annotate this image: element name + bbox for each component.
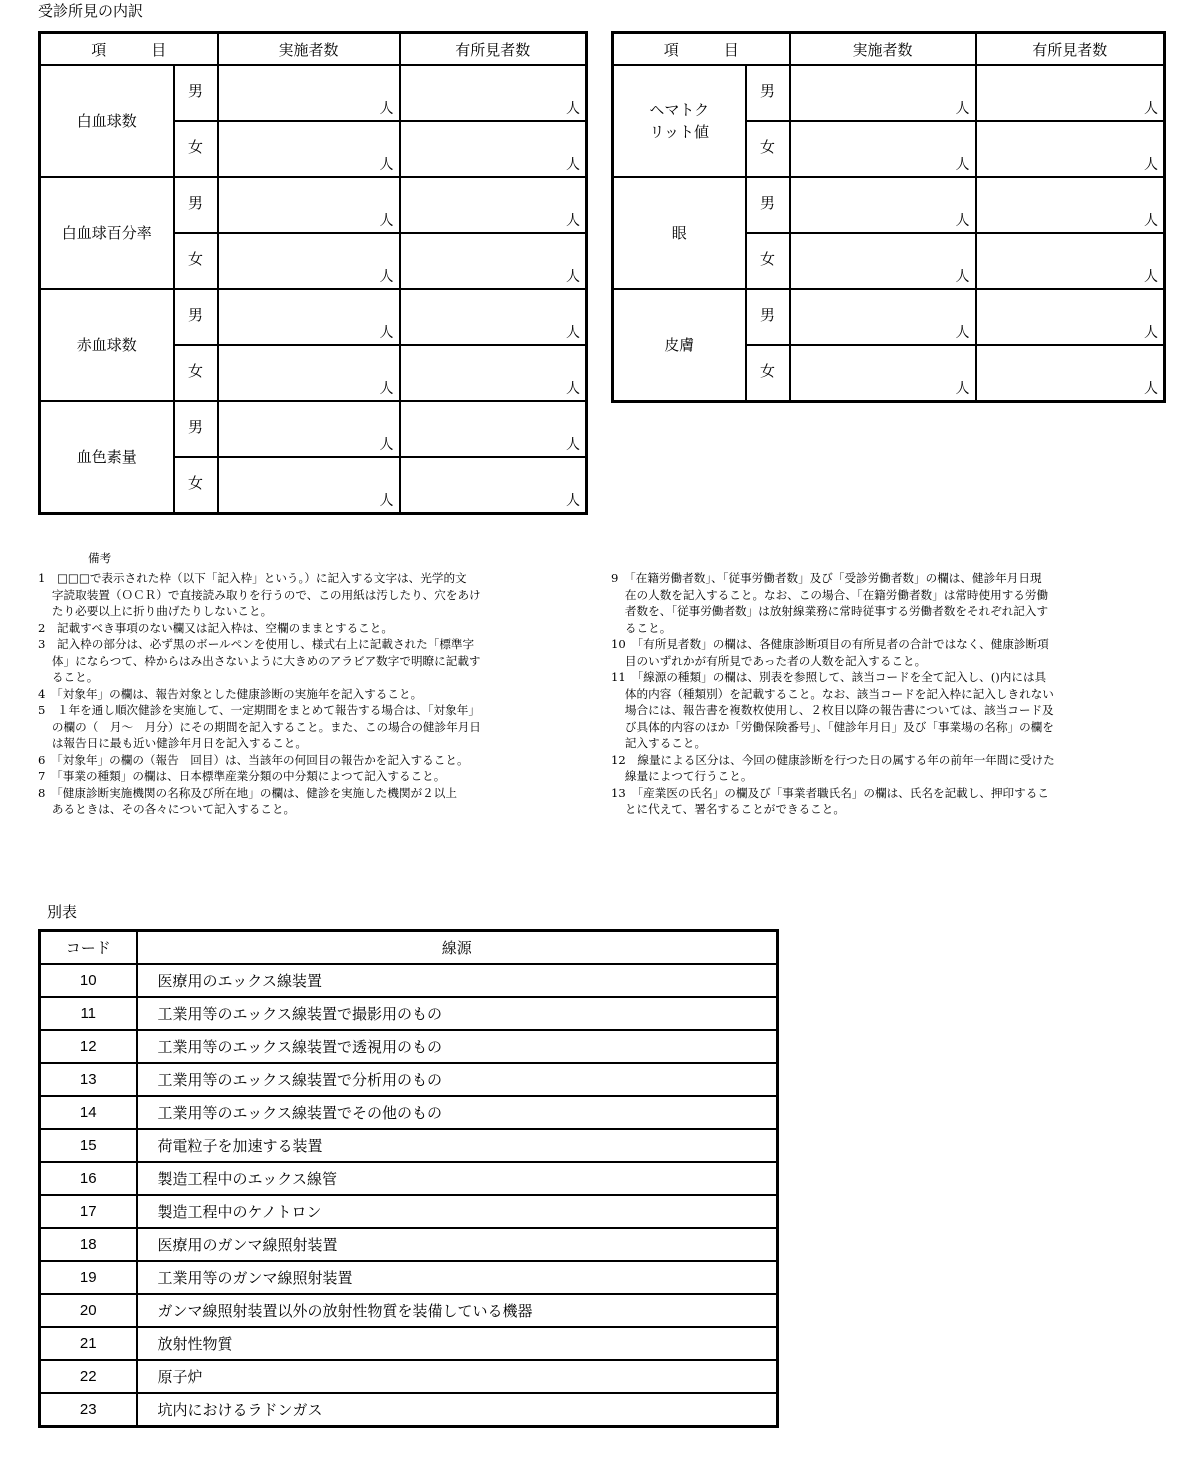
note-line: 9 「在籍労働者数」、「従事労働者数」及び「受診労働者数」の欄は、健診年月日現 xyxy=(611,571,1042,585)
sex-label-female: 女 xyxy=(174,457,218,514)
header-item: 項 目 xyxy=(40,33,218,66)
appendix-source: 工業用等のエックス線装置で撮影用のもの xyxy=(137,997,778,1030)
sex-label-male: 男 xyxy=(746,289,790,345)
table-row xyxy=(613,289,1165,345)
unit-label: 人 xyxy=(955,325,970,341)
note-line: 体的内容（種類別）を記載すること。なお、該当コードを記入枠に記入しきれない xyxy=(624,686,1054,701)
note-line: 者数を、「従事労働者数」は放射線業務に常時従事する労働者数をそれぞれ記入す xyxy=(624,604,1049,618)
implemented-cell xyxy=(218,289,400,345)
note-line: び具体的内容のほか「労働保険番号」、「健診年月日」及び「事業場の名称」の欄を xyxy=(624,719,1054,734)
appendix-source: 工業用等のエックス線装置でその他のもの xyxy=(137,1096,778,1129)
unit-label: 人 xyxy=(379,101,394,117)
header-implemented: 実施者数 xyxy=(218,33,400,66)
unit-label: 人 xyxy=(1144,101,1159,117)
findings-cell xyxy=(400,233,587,289)
note-line: ること。 xyxy=(51,670,99,684)
note-line: たり必要以上に折り曲げたりしないこと。 xyxy=(51,604,273,618)
table-row xyxy=(40,401,587,457)
implemented-cell xyxy=(790,345,976,402)
unit-label: 人 xyxy=(566,493,581,509)
appendix-code: 15 xyxy=(40,1129,137,1162)
header-implemented: 実施者数 xyxy=(790,33,976,66)
appendix-code: 10 xyxy=(40,964,137,997)
unit-label: 人 xyxy=(1144,157,1159,173)
unit-label: 人 xyxy=(379,269,394,285)
implemented-cell xyxy=(218,233,400,289)
appendix-code: 11 xyxy=(40,997,137,1030)
table-row xyxy=(40,177,587,233)
findings-cell xyxy=(976,65,1165,121)
unit-label: 人 xyxy=(1144,269,1159,285)
appendix-source: 医療用のガンマ線照射装置 xyxy=(137,1228,778,1261)
unit-label: 人 xyxy=(955,101,970,117)
findings-cell xyxy=(976,289,1165,345)
unit-label: 人 xyxy=(379,213,394,229)
appendix-row xyxy=(40,1261,778,1294)
table-header-row xyxy=(40,33,587,66)
appendix-source: 製造工程中のケノトロン xyxy=(137,1195,778,1228)
findings-cell xyxy=(400,401,587,457)
implemented-cell xyxy=(218,121,400,177)
appendix-table xyxy=(38,929,779,1428)
findings-cell xyxy=(400,289,587,345)
implemented-cell xyxy=(218,177,400,233)
appendix-source: 医療用のエックス線装置 xyxy=(137,964,778,997)
note-line: 12 線量による区分は、今回の健康診断を行つた日の属する年の前年一年間に受けた xyxy=(611,752,1055,767)
section-title: 受診所見の内訳 xyxy=(38,2,144,20)
item-label xyxy=(613,65,746,177)
item-label: 赤血球数 xyxy=(40,289,174,401)
notes-left xyxy=(38,570,588,818)
appendix-header-row xyxy=(40,931,778,965)
findings-cell xyxy=(976,177,1165,233)
appendix-code: 19 xyxy=(40,1261,137,1294)
sex-label-female: 女 xyxy=(746,121,790,177)
item-label-line: 眼 xyxy=(671,224,687,242)
implemented-cell xyxy=(218,457,400,514)
implemented-cell xyxy=(790,233,976,289)
findings-cell xyxy=(976,233,1165,289)
item-label: 血色素量 xyxy=(40,401,174,514)
item-label-line: 皮膚 xyxy=(664,336,695,354)
appendix-row xyxy=(40,1195,778,1228)
unit-label: 人 xyxy=(1144,325,1159,341)
appendix-source: 荷電粒子を加速する装置 xyxy=(137,1129,778,1162)
note-line: 10 「有所見者数」の欄は、各健康診断項目の有所見者の合計ではなく、健康診断項 xyxy=(611,637,1049,651)
note-line: 13 「産業医の氏名」の欄及び「事業者職氏名」の欄は、氏名を記載し、押印するこ xyxy=(611,785,1049,800)
note-line: 4 「対象年」の欄は、報告対象とした健康診断の実施年を記入すること。 xyxy=(38,686,423,701)
appendix-row xyxy=(40,964,778,997)
findings-cell xyxy=(400,457,587,514)
appendix-source: 工業用等のガンマ線照射装置 xyxy=(137,1261,778,1294)
appendix-code: 14 xyxy=(40,1096,137,1129)
appendix-row xyxy=(40,1030,778,1063)
note-line: 5 １年を通し順次健診を実施して、一定期間をまとめて報告する場合は、「対象年」 xyxy=(38,703,480,717)
appendix-source: 原子炉 xyxy=(137,1360,778,1393)
appendix-code: 13 xyxy=(40,1063,137,1096)
appendix-code: 12 xyxy=(40,1030,137,1063)
implemented-cell xyxy=(790,289,976,345)
sex-label-female: 女 xyxy=(746,233,790,289)
remarks-heading: 備考 xyxy=(88,551,112,565)
sex-label-male: 男 xyxy=(746,177,790,233)
note-line: 2 記載すべき事項のない欄又は記入枠は、空欄のままとすること。 xyxy=(38,620,393,635)
implemented-cell xyxy=(218,401,400,457)
findings-cell xyxy=(976,121,1165,177)
implemented-cell xyxy=(790,177,976,233)
unit-label: 人 xyxy=(566,157,581,173)
item-label-line: リット値 xyxy=(649,123,709,141)
note-line: 11 「線源の種類」の欄は、別表を参照して、該当コードを全て記入し、()内には具 xyxy=(611,670,1047,684)
appendix-row xyxy=(40,1162,778,1195)
appendix-row xyxy=(40,1360,778,1393)
note-line: 場合には、報告書を複数枚使用し、２枚目以降の報告書については、該当コード及 xyxy=(624,703,1054,717)
item-label xyxy=(613,177,746,289)
sex-label-female: 女 xyxy=(174,233,218,289)
appendix-code: 23 xyxy=(40,1393,137,1427)
appendix-code: 18 xyxy=(40,1228,137,1261)
note-line: 目のいずれかが有所見であった者の人数を記入すること。 xyxy=(624,653,927,668)
unit-label: 人 xyxy=(379,157,394,173)
unit-label: 人 xyxy=(566,213,581,229)
note-line: 7 「事業の種類」の欄は、日本標準産業分類の中分類によつて記入すること。 xyxy=(38,769,446,783)
sex-label-male: 男 xyxy=(746,65,790,121)
sex-label-male: 男 xyxy=(174,65,218,121)
appendix-code: 17 xyxy=(40,1195,137,1228)
unit-label: 人 xyxy=(955,213,970,229)
implemented-cell xyxy=(790,121,976,177)
item-label xyxy=(613,289,746,402)
implemented-cell xyxy=(218,65,400,121)
appendix-source: 放射性物質 xyxy=(137,1327,778,1360)
appendix-code: 22 xyxy=(40,1360,137,1393)
table-row xyxy=(613,177,1165,233)
sex-label-female: 女 xyxy=(746,345,790,402)
unit-label: 人 xyxy=(566,381,581,397)
table-row xyxy=(40,289,587,345)
unit-label: 人 xyxy=(955,381,970,397)
note-line: は報告日に最も近い健診年月日を記入すること。 xyxy=(51,736,307,750)
appendix-row xyxy=(40,1294,778,1327)
appendix-source: 製造工程中のエックス線管 xyxy=(137,1162,778,1195)
item-label: 白血球数 xyxy=(40,65,174,177)
sex-label-male: 男 xyxy=(174,177,218,233)
appendix-header-code: コード xyxy=(40,931,137,965)
findings-table-right xyxy=(611,31,1166,403)
unit-label: 人 xyxy=(1144,381,1159,397)
findings-cell xyxy=(400,65,587,121)
unit-label: 人 xyxy=(955,157,970,173)
table-row xyxy=(613,65,1165,121)
appendix-row xyxy=(40,997,778,1030)
note-line: 字読取装置（ＯＣＲ）で直接読み取りを行うので、この用紙は汚したり、穴をあけ xyxy=(51,587,481,602)
unit-label: 人 xyxy=(379,437,394,453)
appendix-code: 21 xyxy=(40,1327,137,1360)
findings-cell xyxy=(976,345,1165,402)
appendix-row xyxy=(40,1096,778,1129)
item-label: 白血球百分率 xyxy=(40,177,174,289)
unit-label: 人 xyxy=(566,269,581,285)
note-line: ること。 xyxy=(624,620,672,635)
implemented-cell xyxy=(790,65,976,121)
unit-label: 人 xyxy=(379,381,394,397)
unit-label: 人 xyxy=(955,269,970,285)
appendix-row xyxy=(40,1327,778,1360)
appendix-source: 工業用等のエックス線装置で分析用のもの xyxy=(137,1063,778,1096)
header-findings: 有所見者数 xyxy=(400,33,587,66)
appendix-row xyxy=(40,1393,778,1427)
appendix-source: ガンマ線照射装置以外の放射性物質を装備している機器 xyxy=(137,1294,778,1327)
appendix-row xyxy=(40,1129,778,1162)
findings-cell xyxy=(400,345,587,401)
findings-cell xyxy=(400,121,587,177)
note-line: 体」にならつて、枠からはみ出さないように大きめのアラビア数字で明瞭に記載す xyxy=(51,653,481,668)
appendix-source: 工業用等のエックス線装置で透視用のもの xyxy=(137,1030,778,1063)
note-line: 6 「対象年」の欄の（報告 回目）は、当該年の何回目の報告かを記入すること。 xyxy=(38,752,469,767)
sex-label-female: 女 xyxy=(174,345,218,401)
sex-label-female: 女 xyxy=(174,121,218,177)
appendix-code: 16 xyxy=(40,1162,137,1195)
header-item: 項 目 xyxy=(613,33,790,66)
table-header-row xyxy=(613,33,1165,66)
unit-label: 人 xyxy=(379,325,394,341)
note-line: 3 記入枠の部分は、必ず黒のボールペンを使用し、様式右上に記載された「標準字 xyxy=(38,637,475,651)
note-line: 記入すること。 xyxy=(624,736,707,750)
appendix-code: 20 xyxy=(40,1294,137,1327)
note-line: 在の人数を記入すること。なお、この場合、「在籍労働者数」は常時使用する労働 xyxy=(624,587,1049,602)
note-line: 1 □□□で表示された枠（以下「記入枠」という。）に記入する文字は、光学的文 xyxy=(38,571,467,585)
unit-label: 人 xyxy=(566,437,581,453)
note-line: あるときは、その各々について記入すること。 xyxy=(51,802,296,816)
findings-table-left xyxy=(38,31,588,515)
appendix-header-source: 線源 xyxy=(137,931,778,965)
unit-label: 人 xyxy=(379,493,394,509)
appendix-title: 別表 xyxy=(47,903,78,921)
findings-cell xyxy=(400,177,587,233)
unit-label: 人 xyxy=(566,325,581,341)
appendix-source: 坑内におけるラドンガス xyxy=(137,1393,778,1427)
header-findings: 有所見者数 xyxy=(976,33,1165,66)
unit-label: 人 xyxy=(566,101,581,117)
unit-label: 人 xyxy=(1144,213,1159,229)
note-line: 線量によつて行うこと。 xyxy=(624,769,753,783)
item-label-line: ヘマトク xyxy=(649,101,710,119)
implemented-cell xyxy=(218,345,400,401)
note-line: とに代えて、署名することができること。 xyxy=(624,802,845,816)
appendix-row xyxy=(40,1228,778,1261)
sex-label-male: 男 xyxy=(174,401,218,457)
sex-label-male: 男 xyxy=(174,289,218,345)
note-line: 8 「健康診断実施機関の名称及び所在地」の欄は、健診を実施した機関が２以上 xyxy=(38,785,457,800)
table-row xyxy=(40,65,587,121)
appendix-row xyxy=(40,1063,778,1096)
notes-right xyxy=(611,570,1161,818)
note-line: の欄の（ 月～ 月分）にその期間を記入すること。また、この場合の健診年月日 xyxy=(51,719,481,734)
